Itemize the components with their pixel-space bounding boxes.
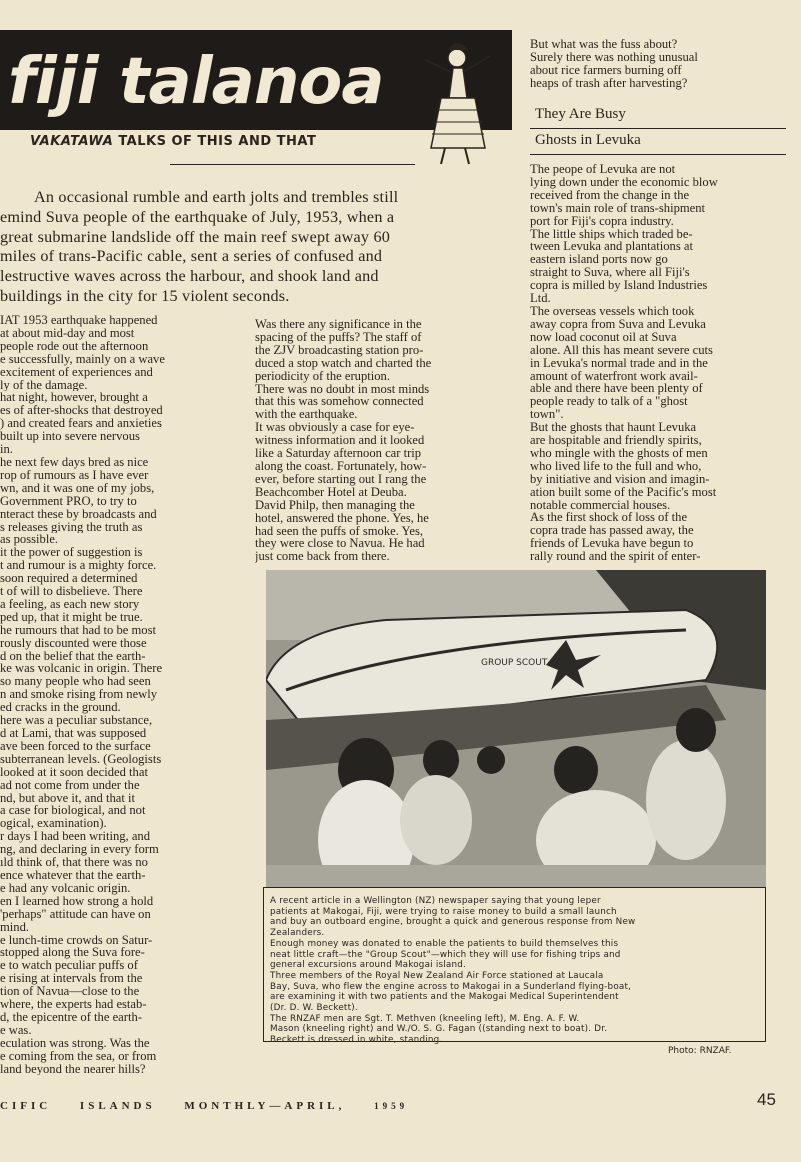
text-line: rously discounted were those <box>0 636 147 650</box>
text-line: neat little craft—the "Group Scout"—which they will use for fishing trips and <box>270 949 621 960</box>
text-line: about rice farmers burning off <box>530 63 682 77</box>
text-line: ng, and declaring in every form <box>0 843 159 857</box>
text-line: e rising at intervals from the <box>0 972 143 986</box>
intro-line: great submarine landslide off the main reef swept away 60 <box>0 227 391 246</box>
text-line: away copra from Suva and Levuka <box>530 317 706 331</box>
text-line: Enough money was donated to enable the patients to build themselves this <box>270 938 619 949</box>
text-line: tion of Navua—close to the <box>0 985 140 999</box>
text-line: Mason (kneeling right) and W./O. S. G. Fagan ((standing next to boat). Dr. <box>270 1024 608 1035</box>
text-line: A recent article in a Wellington (NZ) newspaper saying that young leper <box>270 896 601 906</box>
text-line: spacing of the puffs? The staff of <box>255 330 422 344</box>
text-line: There was no doubt in most minds <box>255 382 430 396</box>
photo-scene <box>266 570 766 895</box>
text-line: able and there have been plenty of <box>530 382 703 396</box>
text-line: t of will to disbelieve. There <box>0 585 143 598</box>
news-photo <box>266 570 766 895</box>
text-line: like a Saturday afternoon car trip <box>255 447 422 460</box>
footer-word: ISLANDS <box>79 1100 156 1112</box>
section-heading-busy: They Are Busy <box>535 106 626 122</box>
text-line: Ltd. <box>530 292 551 305</box>
article-column-3-top <box>530 38 788 90</box>
text-line: t and rumour is a mighty force. <box>0 559 157 573</box>
text-line: rop of rumours as I have ever <box>0 468 149 482</box>
text-line: and buy an outboard engine, brought a quick and generous response from New <box>270 917 636 928</box>
text-line: ed cracks in the ground. <box>0 701 121 715</box>
text-line: ad not come from under the <box>0 778 140 792</box>
text-line: with the earthquake. <box>255 408 358 422</box>
text-line: the ZJV broadcasting station pro- <box>255 343 424 357</box>
text-line: are hospitable and friendly spirits, <box>530 434 702 447</box>
intro-line: An occasional rumble and earth jolts and trembles still <box>34 188 399 206</box>
text-line: periodicity of the eruption. <box>255 369 390 383</box>
text-line: The RNZAF men are Sgt. T. Methven (kneeling left), M. Eng. A. F. W. <box>270 1013 580 1024</box>
text-line: r days I had been writing, and <box>0 830 151 844</box>
text-line: where, the experts had estab- <box>0 998 147 1011</box>
text-line: David Philp, then managing the <box>255 498 415 512</box>
intro-line: lestructive waves across the harbour, and shook land and <box>0 267 379 286</box>
text-line: The overseas vessels which took <box>530 304 695 318</box>
text-line: are examining it with two patients and the Makogai Medical Superintendent <box>270 992 619 1003</box>
intro-line: buildings in the city for 15 violent seconds. <box>0 286 290 305</box>
text-line: As the first shock of loss of the <box>530 511 688 525</box>
text-line: mind. <box>0 920 30 934</box>
text-line: had seen the puffs of smoke. Yes, <box>255 524 424 538</box>
text-line: now load coconut oil at Suva <box>530 330 677 344</box>
footer-word: MONTHLY—APRIL, <box>184 1100 346 1112</box>
text-line: (Dr. D. W. Beckett). <box>270 1003 358 1014</box>
text-line: The little ships which traded be- <box>530 227 693 241</box>
text-line: excitement of experiences and <box>0 365 153 379</box>
text-line: IAT 1953 earthquake happened <box>0 314 158 327</box>
intro-line: miles of trans-Pacific cable, sent a series of confused and <box>0 247 383 266</box>
text-line: notable commercial houses. <box>530 498 671 512</box>
tagline: TALKS OF THIS AND THAT <box>118 134 317 149</box>
intro-line: emind Suva people of the earthquake of July, 1953, when a <box>0 207 395 226</box>
text-line: d at Lami, that was supposed <box>0 727 147 740</box>
article-column-1 <box>0 314 250 1075</box>
text-line: town". <box>530 408 564 422</box>
text-line: looked at it soon decided that <box>0 765 148 779</box>
article-column-2 <box>255 318 513 563</box>
text-line: soon required a determined <box>0 572 138 586</box>
text-line: hat night, however, brought a <box>0 391 148 405</box>
text-line: en I learned how strong a hold <box>0 894 154 908</box>
text-line: port for Fiji's copra industry. <box>530 214 674 228</box>
text-line: e was. <box>0 1023 32 1037</box>
text-line: people ready to talk of a "ghost <box>530 395 688 409</box>
text-line: by initiative and vision and imagin- <box>530 472 710 486</box>
article-column-3-bottom <box>530 163 788 563</box>
text-line: ıld think of, that there was no <box>0 856 148 869</box>
boat-label: GROUP SCOUT <box>481 658 548 668</box>
text-line: at about mid-day and most <box>0 326 135 340</box>
footer-year: 1959 <box>374 1101 409 1111</box>
heading-rule <box>530 154 786 155</box>
text-line: he next few days bred as nice <box>0 455 149 469</box>
text-line: tween Levuka and plantations at <box>530 240 693 254</box>
text-line: ation built some of the Pacific's most <box>530 485 717 499</box>
text-line: e to watch peculiar puffs of <box>0 959 138 973</box>
masthead-title: fiji talanoa <box>8 45 384 119</box>
footer-word: CIFIC <box>0 1100 52 1112</box>
text-line: d, the epicentre of the earth- <box>0 1010 142 1024</box>
text-line: heaps of trash after harvesting? <box>530 76 688 90</box>
text-line: e coming from the sea, or from <box>0 1049 157 1063</box>
text-line: Zealanders. <box>270 928 325 939</box>
text-line: copra is milled by Island Industries <box>530 279 708 293</box>
text-line: s releases giving the truth as <box>0 520 143 534</box>
text-line: a feeling, as each new story <box>0 597 140 611</box>
text-line: copra trade has passed away, the <box>530 524 694 538</box>
text-line: rally round and the spirit of enter- <box>530 550 701 564</box>
text-line: lying down under the economic blow <box>530 175 718 189</box>
masthead-rule <box>170 164 415 165</box>
text-line: who lived life to the full and who, <box>530 459 702 473</box>
text-line: in. <box>0 443 13 456</box>
text-line: ped up, that it might be true. <box>0 610 143 624</box>
text-line: as possible. <box>0 533 59 547</box>
text-line: amount of waterfront work avail- <box>530 369 698 383</box>
text-line: es of after-shocks that destroyed <box>0 404 163 418</box>
text-line: But the ghosts that haunt Levuka <box>530 421 697 435</box>
text-line: Bay, Suva, who flew the engine across to Makogai in a Sunderland flying-boat, <box>270 981 632 992</box>
text-line: 'perhaps" attitude can have on <box>0 907 151 921</box>
text-line: in Levuka's normal trade and in the <box>530 356 708 370</box>
text-line: ence whatever that the earth- <box>0 868 146 882</box>
text-line: straight to Suva, where all Fiji's <box>530 266 690 280</box>
photo-caption <box>270 896 760 1046</box>
text-line: patients at Makogai, Fiji, were trying to raise money to build a small launch <box>270 906 617 917</box>
pen-name: VAKATAWA <box>30 134 114 149</box>
text-line: ly of the damage. <box>0 378 88 392</box>
text-line: land beyond the nearer hills? <box>0 1062 146 1076</box>
text-line: Beachcomber Hotel at Deuba. <box>255 485 407 499</box>
text-line: duced a stop watch and charted the <box>255 356 432 370</box>
photo-credit: Photo: RNZAF. <box>668 1046 732 1056</box>
text-line: ogical, examination). <box>0 817 107 831</box>
text-line: that this was somehow connected <box>255 395 424 409</box>
page-number: 45 <box>757 1090 776 1109</box>
text-line: general excursions around Makogai island. <box>270 960 467 971</box>
text-line: town's main role of trans-shipment <box>530 201 706 215</box>
page-footer <box>0 1100 560 1112</box>
text-line: people rode out the afternoon <box>0 339 149 353</box>
text-line: The peope of Levuka are not <box>530 163 676 176</box>
text-line: ever, before starting out I rang the <box>255 472 427 486</box>
section-heading-ghosts: Ghosts in Levuka <box>535 132 641 148</box>
text-line: Three members of the Royal New Zealand Air Force stationed at Laucala <box>270 970 604 981</box>
text-line: alone. All this has meant severe cuts <box>530 343 713 357</box>
text-line: It was obviously a case for eye- <box>255 421 415 435</box>
text-line: he rumours that had to be most <box>0 623 156 637</box>
text-line: Surely there was nothing unusual <box>530 50 698 64</box>
text-line: nteract these by broadcasts and <box>0 507 157 521</box>
text-line: n and smoke rising from newly <box>0 688 158 702</box>
text-line: stopped along the Suva fore- <box>0 946 145 960</box>
text-line: a case for biological, and not <box>0 804 146 818</box>
text-line: received from the change in the <box>530 188 690 202</box>
text-line: Government PRO, to try to <box>0 494 137 508</box>
text-line: But what was the fuss about? <box>530 38 678 51</box>
text-line: ke was volcanic in origin. There <box>0 662 163 676</box>
text-line: along the coast. Fortunately, how- <box>255 459 427 473</box>
text-line: hotel, answered the phone. Yes, he <box>255 511 429 525</box>
text-line: just come back from there. <box>255 550 390 564</box>
text-line: eastern island ports now go <box>530 253 668 267</box>
text-line: they were close to Navua. He had <box>255 537 425 551</box>
heading-rule <box>530 128 786 129</box>
text-line: wn, and it was one of my jobs, <box>0 481 155 495</box>
text-line: witness information and it looked <box>255 434 425 448</box>
text-line: d on the belief that the earth- <box>0 649 146 663</box>
text-line: ) and created fears and anxieties <box>0 417 162 431</box>
text-line: e lunch-time crowds on Satur- <box>0 933 153 947</box>
intro-paragraph <box>0 188 505 307</box>
text-line: here was a peculiar substance, <box>0 714 153 727</box>
text-line: it the power of suggestion is <box>0 546 143 560</box>
text-line: eculation was strong. Was the <box>0 1036 150 1050</box>
text-line: built up into severe nervous <box>0 430 140 444</box>
text-line: subterranean levels. (Geologists <box>0 752 162 766</box>
text-line: so many people who had seen <box>0 675 151 689</box>
text-line: ave been forced to the surface <box>0 739 151 753</box>
dancer-illustration <box>405 20 515 170</box>
text-line: Beckett is dressed in white, standing. <box>270 1035 443 1046</box>
text-line: who mingle with the ghosts of men <box>530 446 708 460</box>
column-subhead <box>30 134 316 149</box>
text-line: friends of Levuka have begun to <box>530 537 694 551</box>
text-line: e successfully, mainly on a wave <box>0 352 165 366</box>
text-line: e had any volcanic origin. <box>0 881 131 895</box>
text-line: nd, but above it, and that it <box>0 791 136 805</box>
text-line: Was there any significance in the <box>255 318 422 331</box>
